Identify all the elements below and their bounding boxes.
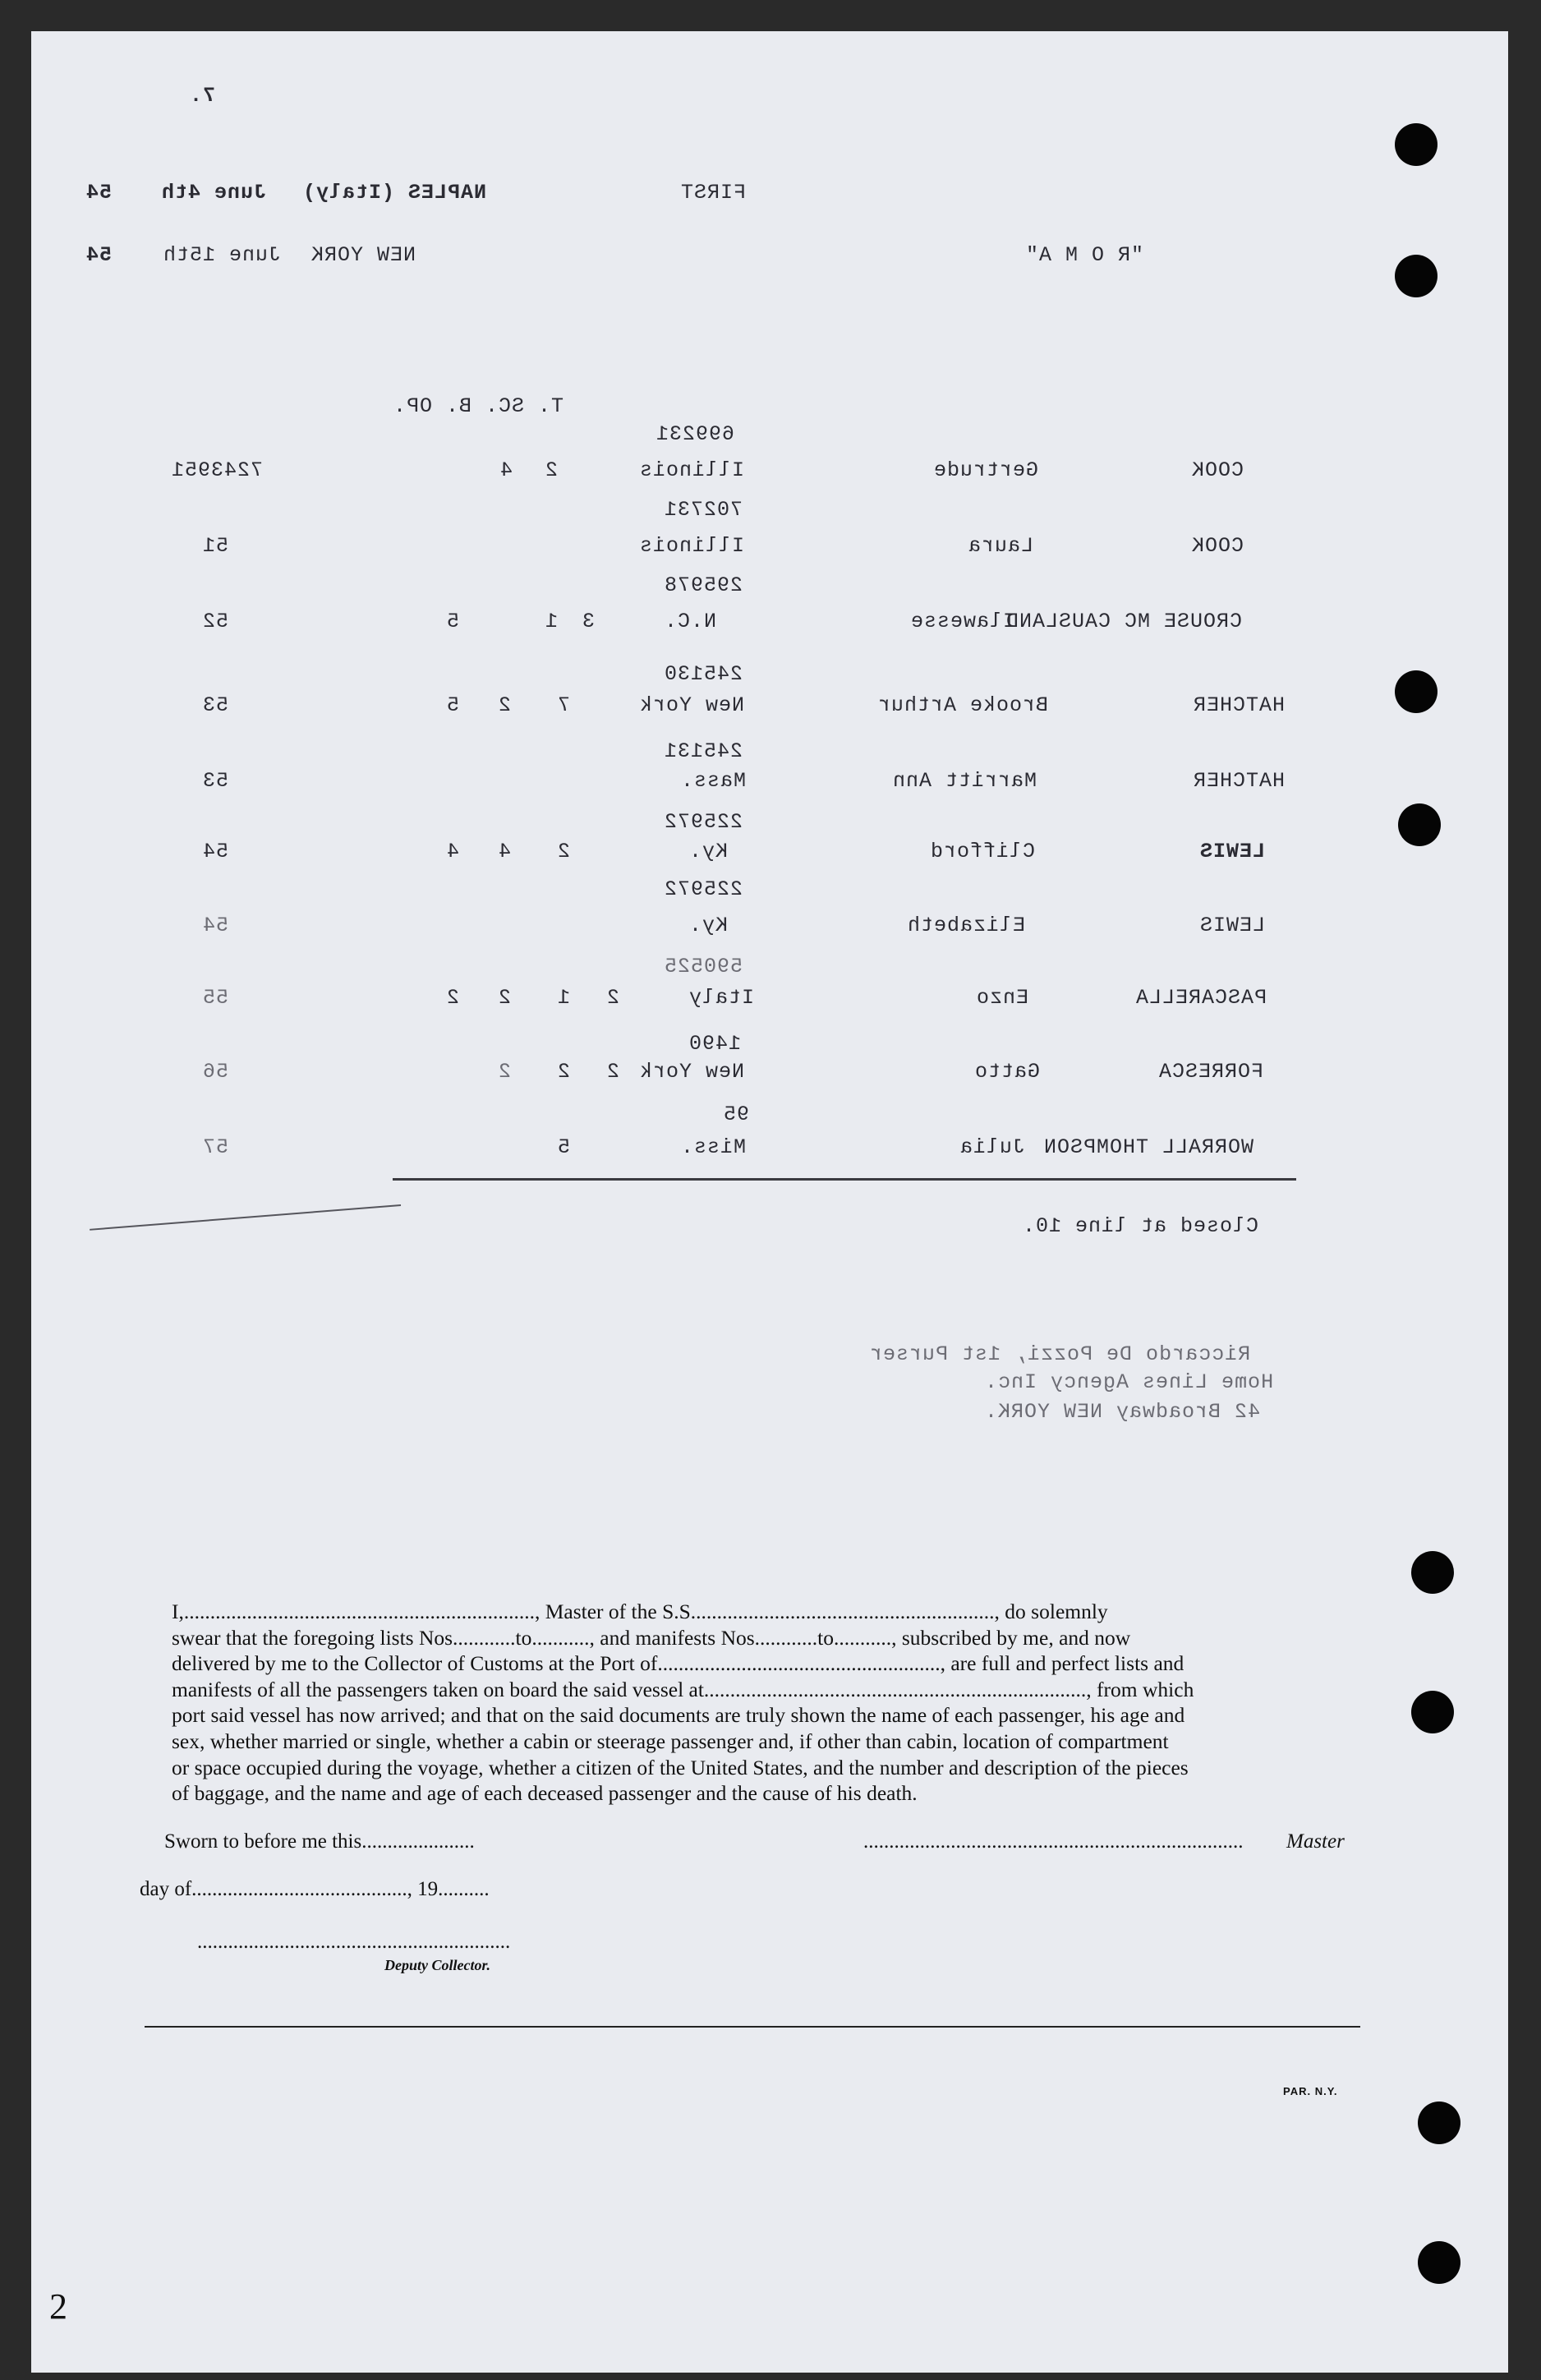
passenger-state: Miss. (680, 1135, 747, 1159)
passenger-number: 590525 (664, 955, 743, 978)
punch-hole (1418, 2241, 1460, 2284)
closing-rule-tail (90, 1204, 401, 1231)
passenger-ref: 51 (202, 534, 229, 558)
passenger-c3: 5 (446, 693, 460, 717)
printer-mark: PAR. N.Y. (1283, 2085, 1338, 2097)
passenger-given: Laura (968, 534, 1034, 558)
passenger-state: Ky. (688, 840, 729, 863)
closed-note: Closed at line 10. (1022, 1214, 1259, 1238)
passenger-c2: 2 (557, 1060, 571, 1084)
passenger-state: Mass. (680, 769, 747, 793)
punch-hole (1418, 2101, 1460, 2144)
sworn-line: Sworn to before me this...................... (164, 1830, 475, 1853)
header2-port: NEW YORK (310, 243, 416, 267)
oath-line: I,..................................................................., Master of the S.S.........................................................., do solemnly (172, 1600, 1108, 1623)
passenger-c1: 2 (557, 840, 571, 863)
passenger-ref: 56 (202, 1060, 229, 1084)
passenger-c3: 4 (446, 840, 460, 863)
passenger-surname: FORRESCA (1158, 1060, 1264, 1084)
deputy-label: Deputy Collector. (384, 1957, 490, 1973)
day-line: day of.........................................., 19.......... (140, 1878, 490, 1900)
oath-line: or space occupied during the voyage, whether a citizen of the United States, and the number and description of the pieces (172, 1755, 1189, 1779)
passenger-surname: CROUSE MC CAUSLAND (1005, 610, 1243, 633)
passenger-given: Clifford (930, 840, 1036, 863)
passenger-given: Julia (959, 1135, 1026, 1159)
passenger-state: Italy (688, 986, 755, 1010)
passenger-surname: COOK (1191, 534, 1244, 558)
header-class: FIRST (680, 181, 747, 205)
passenger-surname: LEWIS (1199, 840, 1266, 863)
oath-line: port said vessel has now arrived; and that on the said documents are truly shown the name of each passenger, his age and (172, 1703, 1185, 1728)
passenger-surname: PASCARELLA (1135, 986, 1267, 1010)
header-port: NAPLES (Italy) (302, 181, 487, 205)
passenger-c1: 2 (606, 1060, 620, 1084)
passenger-ref: 54 (202, 840, 229, 863)
passenger-c2: 2 (545, 458, 559, 482)
passenger-state: N.C. (664, 610, 717, 633)
passenger-c3: 2 (498, 986, 512, 1010)
passenger-c1: 3 (582, 610, 596, 633)
passenger-ref: 57 (202, 1135, 229, 1159)
passenger-number: 702731 (664, 498, 743, 522)
passenger-surname: HATCHER (1193, 693, 1286, 717)
passenger-state: Illinois (639, 534, 745, 558)
passenger-surname: WORRALL THOMPSON (1043, 1135, 1254, 1159)
passenger-number: 245130 (664, 662, 743, 686)
passenger-state: New York (639, 693, 745, 717)
corner-mark: 2 (49, 2286, 67, 2327)
passenger-ref: 7243951 (171, 458, 264, 482)
passenger-ref: 52 (202, 610, 229, 633)
manifest-page (31, 31, 1508, 2373)
vessel-name: "R O M A" (1025, 243, 1144, 267)
passenger-number: 225972 (664, 810, 743, 834)
passenger-number: 225972 (664, 877, 743, 901)
passenger-given: Gatto (974, 1060, 1041, 1084)
passenger-state: New York (639, 1060, 745, 1084)
passenger-given: Marritt Ann (892, 769, 1037, 793)
passenger-c1: 7 (557, 693, 571, 717)
passenger-c1: 2 (606, 986, 620, 1010)
top-mark: 7. (189, 84, 216, 108)
passenger-c2: 1 (557, 986, 571, 1010)
passenger-c4: 2 (446, 986, 460, 1010)
column-codes: T. SC. B. OP. (393, 394, 564, 418)
purser-line-1: Riccardo De Pozzi, 1st Purser (869, 1342, 1251, 1366)
passenger-state: Ky. (688, 914, 729, 937)
header2-num: 54 (85, 243, 113, 267)
passenger-c2: 1 (545, 610, 559, 633)
header-date: June 4th (161, 181, 267, 205)
oath-line: of baggage, and the name and age of each deceased passenger and the cause of his death. (172, 1781, 918, 1806)
passenger-given: Elizabeth (907, 914, 1026, 937)
oath-paragraph (172, 1599, 1387, 1807)
passenger-c1: 5 (557, 1135, 571, 1159)
purser-line-2: Home Lines Agency Inc. (984, 1370, 1274, 1394)
header2-date: June 15th (163, 243, 282, 267)
passenger-state: Illinois (639, 458, 745, 482)
oath-line: swear that the foregoing lists Nos............to..........., and manifests Nos............to..........., subscribed by me, and now (172, 1625, 1131, 1650)
passenger-c2: 4 (498, 840, 512, 863)
passenger-number: 699231 (656, 422, 735, 446)
passenger-given: Enzo (976, 986, 1029, 1010)
passenger-c2: 2 (498, 693, 512, 717)
passenger-given: Ilawesse (910, 610, 1016, 633)
punch-hole (1411, 1551, 1454, 1594)
punch-hole (1411, 1691, 1454, 1733)
passenger-ref: 53 (202, 693, 229, 717)
passenger-c1: 4 (499, 458, 513, 482)
passenger-c3: 5 (446, 610, 460, 633)
master-label: Master (1286, 1830, 1345, 1853)
passenger-given: Gertrude (933, 458, 1039, 482)
oath-line: sex, whether married or single, whether a cabin or steerage passenger and, if other than cabin, location of compartment (172, 1729, 1169, 1753)
passenger-c3: 2 (498, 1060, 512, 1084)
passenger-surname: COOK (1191, 458, 1244, 482)
passenger-number: 295978 (664, 573, 743, 597)
passenger-given: Brooke Arthur (877, 693, 1049, 717)
oath-line: manifests of all the passengers taken on board the said vessel at........................................................................., from which (172, 1677, 1194, 1701)
passenger-number: 1490 (688, 1032, 742, 1056)
passenger-surname: HATCHER (1193, 769, 1286, 793)
mirrored-typed-section (31, 31, 1508, 1428)
master-signature-line: .......................................................................... (863, 1830, 1244, 1853)
oath-line: delivered by me to the Collector of Customs at the Port of......................................................, are full and perfect lists and (172, 1651, 1184, 1676)
passenger-ref: 53 (202, 769, 229, 793)
purser-line-3: 42 Broadway NEW YORK. (984, 1400, 1261, 1424)
passenger-ref: 54 (202, 914, 229, 937)
passenger-number: 95 (723, 1103, 750, 1126)
passenger-number: 245131 (664, 739, 743, 763)
passenger-ref: 55 (202, 986, 229, 1010)
bottom-rule (145, 2026, 1360, 2028)
passenger-surname: LEWIS (1199, 914, 1266, 937)
deputy-signature-line: ............................................................. (197, 1931, 511, 1953)
header-num: 54 (85, 181, 113, 205)
closing-rule (393, 1178, 1296, 1181)
